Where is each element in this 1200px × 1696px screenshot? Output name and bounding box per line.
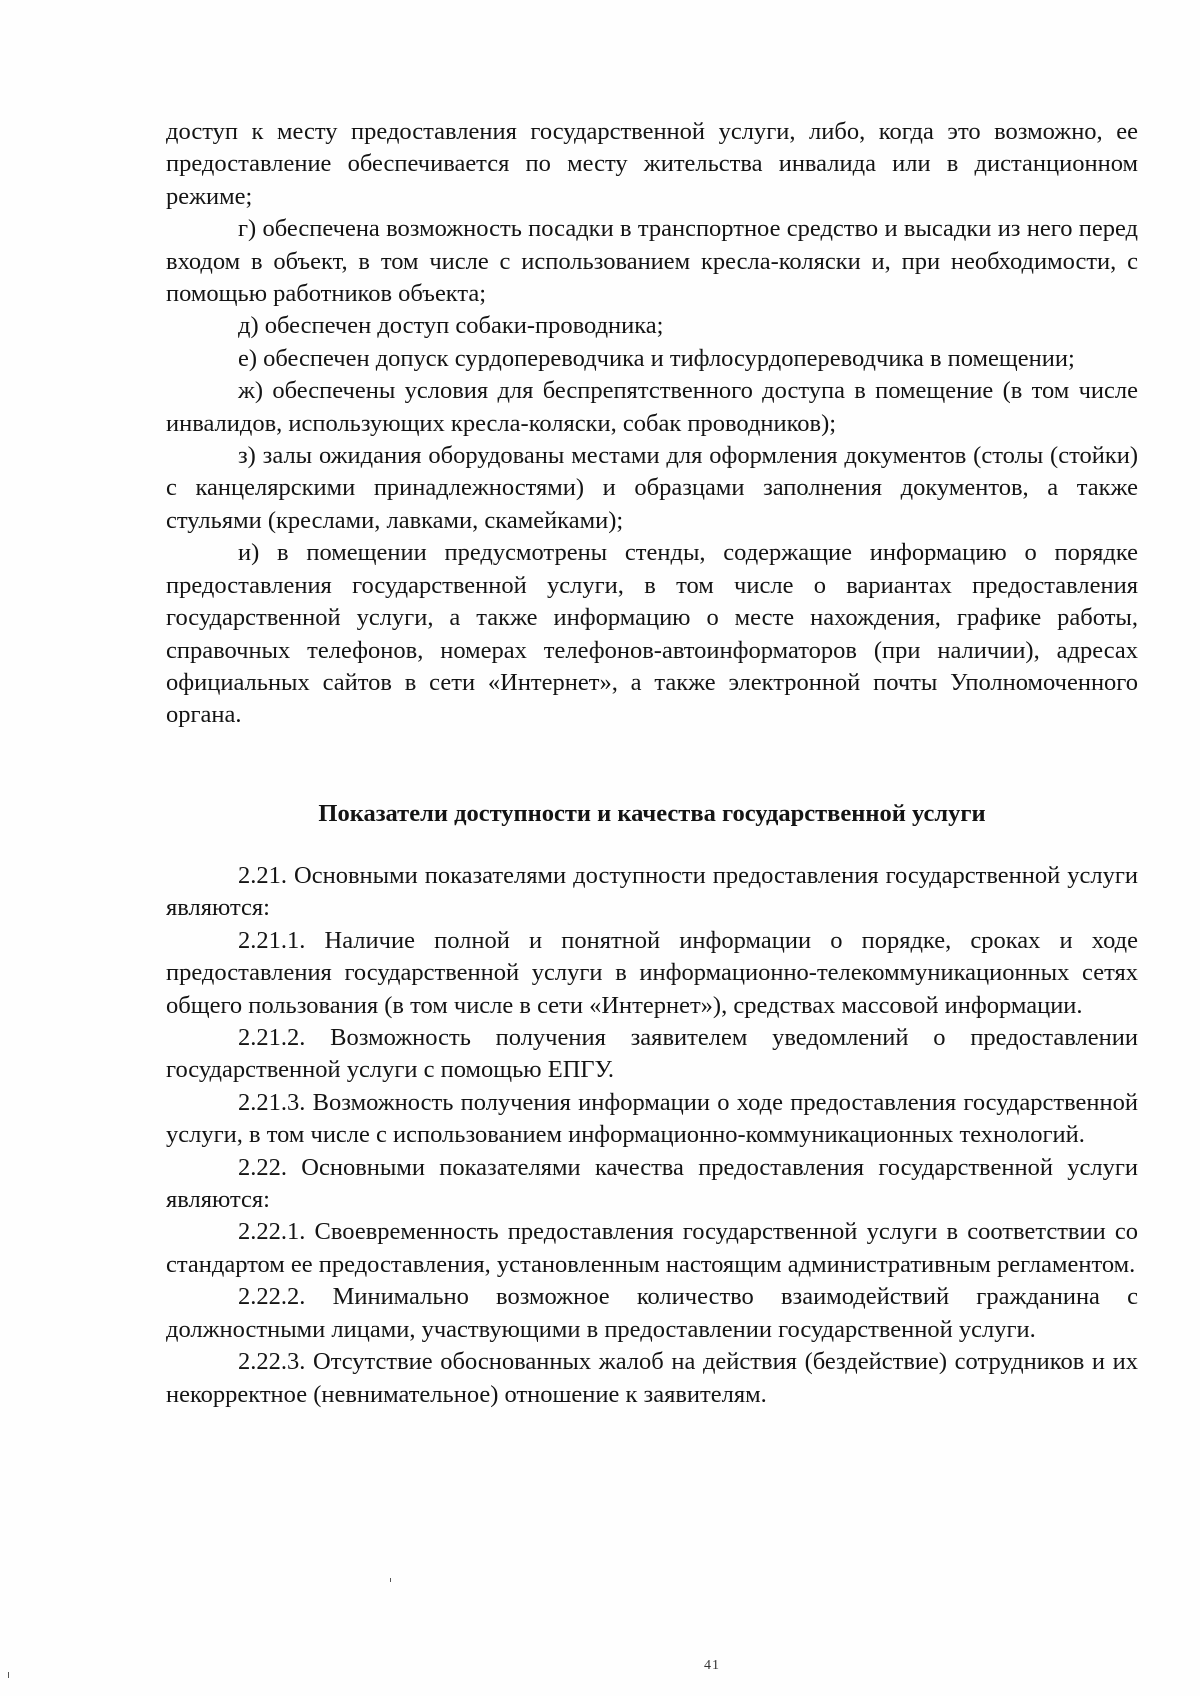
body-text-bottom xyxy=(166,860,1138,1411)
paragraph-item-z: з) залы ожидания оборудованы местами для оформления документов (столы (стойки) с канцелярскими принадлежностями) и образцами заполнения документов, а также стульями (креслами, лавками, скамейками); xyxy=(166,442,1138,534)
scan-speck xyxy=(390,1578,391,1582)
scan-speck xyxy=(8,1672,9,1678)
paragraph-access-continuation: доступ к месту предоставления государственной услуги, либо, когда это возможно, ее предоставление обеспечивается по месту жительства инвалида или в дистанционном режиме; xyxy=(166,118,1138,210)
paragraph-2-22-2: 2.22.2. Минимально возможное количество взаимодействий гражданина с должностными лицами, участвующими в предоставлении государственной услуги. xyxy=(166,1283,1138,1343)
paragraph-item-g: г) обеспечена возможность посадки в транспортное средство и высадки из него перед входом в объект, в том числе с использованием кресла-коляски и, при необходимости, с помощью работников объекта; xyxy=(166,215,1138,308)
paragraph-2-21-2: 2.21.2. Возможность получения заявителем уведомлений о предоставлении государственной услуги с помощью ЕПГУ. xyxy=(166,1024,1138,1084)
body-text-top xyxy=(166,116,1138,732)
paragraph-2-22: 2.22. Основными показателями качества предоставления государственной услуги являются: xyxy=(166,1153,1138,1214)
page-number: 41 xyxy=(704,1658,720,1673)
paragraph-item-d: д) обеспечен доступ собаки-проводника; xyxy=(238,312,664,340)
paragraph-item-e: е) обеспечен допуск сурдопереводчика и тифлосурдопереводчика в помещении; xyxy=(238,344,1075,372)
paragraph-2-21-3: 2.21.3. Возможность получения информации о ходе предоставления государственной услуги, в том числе с использованием информационно-коммуникационных технологий. xyxy=(166,1088,1138,1149)
paragraph-2-21-1: 2.21.1. Наличие полной и понятной информации о порядке, сроках и ходе предоставления государственной услуги в информационно-телекоммуникационных сетях общего пользования (в том числе в сети «Интернет»), средствах массовой информации. xyxy=(166,926,1138,1019)
paragraph-2-22-3: 2.22.3. Отсутствие обоснованных жалоб на действия (бездействие) сотрудников и их некорректное (невнимательное) отношение к заявителям. xyxy=(166,1348,1138,1408)
paragraph-item-i: и) в помещении предусмотрены стенды, содержащие информацию о порядке предоставления государственной услуги, в том числе о вариантах предоставления государственной услуги, а также информацию о месте нахождения, графике работы, справочных телефонов, номерах телефонов-автоинформаторов (при наличии), адресах официальных сайтов в сети «Интернет», а также электронной почты Уполномоченного органа. xyxy=(166,539,1138,729)
paragraph-item-zh: ж) обеспечены условия для беспрепятственного доступа в помещение (в том числе инвалидов, использующих кресла-коляски, собак проводников); xyxy=(166,377,1138,437)
paragraph-2-22-1: 2.22.1. Своевременность предоставления государственной услуги в соответствии со стандартом ее предоставления, установленным настоящим административным регламентом. xyxy=(166,1218,1138,1278)
paragraph-2-21: 2.21. Основными показателями доступности предоставления государственной услуги являются: xyxy=(166,862,1138,922)
section-heading: Показатели доступности и качества государственной услуги xyxy=(318,800,986,827)
